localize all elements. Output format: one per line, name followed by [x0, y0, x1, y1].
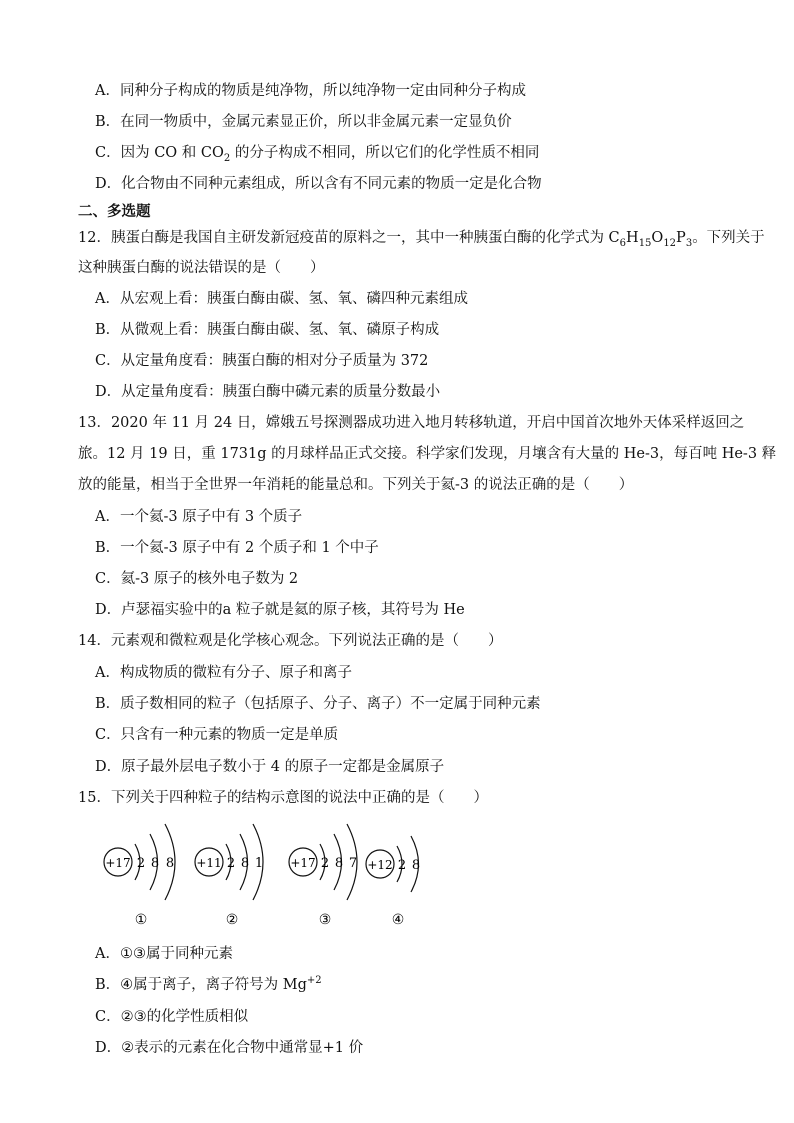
q15-option-c [95, 1007, 248, 1027]
atom-3-shell-3: 7 [348, 856, 358, 871]
q14-stem: 14．元素观和微粒观是化学核心观念。下列说法正确的是（ ） [78, 633, 503, 649]
q14-option-c: C．只含有一种元素的物质一定是单质 [95, 727, 339, 743]
atom-2-label: ② [225, 912, 239, 928]
q11-option-c-suffix: 的分子构成不相同，所以它们的化学性质不相同 [230, 145, 540, 161]
q15-option-a-suffix: 属于同种元素 [145, 946, 233, 962]
atom-1-shell-1: 2 [136, 856, 146, 871]
q12-stem-line2: 这种胰蛋白酶的说法错误的是（ ） [78, 260, 325, 276]
q15-option-a [95, 944, 233, 964]
q13-option-c: C．氦-3 原子的核外电子数为 2 [95, 571, 299, 587]
q13-option-d: D．卢瑟福实验中的a 粒子就是氦的原子核，其符号为 He [95, 602, 465, 618]
atom-4-shell-1: 2 [397, 858, 407, 873]
atom-2-nucleus: +11 [196, 856, 222, 870]
atom-3-nucleus: +17 [290, 856, 316, 870]
q12-option-d: D．从定量角度看：胰蛋白酶中磷元素的质量分数最小 [95, 384, 441, 400]
atom-diagram-3 [289, 824, 357, 928]
q13-stem-line3: 放的能量，相当于全世界一年消耗的能量总和。下列关于氦-3 的说法正确的是（ ） [78, 477, 634, 493]
q12-stem-prefix: 12．胰蛋白酶是我国自主研发新冠疫苗的原料之一，其中一种胰蛋白酶的化学式为 C [78, 230, 620, 246]
q11-option-c-prefix: C．因为 CO 和 CO [95, 145, 224, 161]
atom-diagram-1 [104, 824, 175, 928]
q13-stem-line2: 旅。12 月 19 日，重 1731g 的月球样品正式交接。科学家们发现，月壤含有大量的 He-3，每百吨 He-3 释 [78, 446, 777, 462]
q15-option-c-circled: ②③ [120, 1009, 147, 1025]
atom-diagram-2 [195, 824, 263, 928]
q12-f4: 3 [685, 237, 693, 249]
q15-option-b [95, 975, 322, 995]
q12-stem-suffix: 。下列关于 [692, 230, 765, 246]
atom-1-shell-2: 8 [150, 856, 160, 871]
q15-option-b-prefix: B． [95, 977, 121, 993]
q11-option-a: A．同种分子构成的物质是纯净物，所以纯净物一定由同种分子构成 [95, 83, 526, 99]
atom-4-shell-2: 8 [411, 858, 421, 873]
q12-f2: 15 [638, 237, 652, 249]
q15-option-b-mid: 属于离子，离子符号为 Mg [133, 977, 307, 993]
q15-option-d-suffix: 表示的元素在化合物中通常显+1 价 [134, 1040, 364, 1056]
atom-diagram-4 [366, 836, 420, 928]
atom-2-shell-2: 8 [240, 856, 250, 871]
q15-option-c-suffix: 的化学性质相似 [146, 1009, 249, 1025]
q12-fO: O [651, 230, 664, 246]
q15-option-d-circled: ② [121, 1040, 135, 1056]
atom-3-shell-2: 8 [334, 856, 344, 871]
atom-1-shell-3: 8 [165, 856, 175, 871]
q15-stem: 15．下列关于四种粒子的结构示意图的说法中正确的是（ ） [78, 790, 488, 806]
section-title-multiple-choice: 二、多选题 [78, 204, 151, 220]
q13-option-b: B．一个氦-3 原子中有 2 个质子和 1 个中子 [95, 540, 379, 556]
q12-fP: P [676, 230, 686, 246]
q12-f1: 6 [619, 237, 627, 249]
q14-option-d: D．原子最外层电子数小于 4 的原子一定都是金属原子 [95, 759, 445, 775]
q11-option-c [95, 143, 539, 163]
atom-3-shell-1: 2 [320, 856, 330, 871]
atom-2-shell-3: 1 [254, 856, 264, 871]
q11-option-d: D．化合物由不同种元素组成，所以含有不同元素的物质一定是化合物 [95, 176, 542, 192]
q15-option-d [95, 1038, 363, 1058]
q15-option-b-sup: +2 [306, 975, 322, 987]
q12-option-b: B．从微观上看：胰蛋白酶由碳、氢、氧、磷原子构成 [95, 322, 440, 338]
q12-fH: H [626, 230, 639, 246]
q15-option-b-circled: ④ [120, 977, 134, 993]
atom-3-label: ③ [318, 912, 332, 928]
q12-option-a: A．从宏观上看：胰蛋白酶由碳、氢、氧、磷四种元素组成 [95, 291, 468, 307]
q15-option-a-circled: ①③ [119, 946, 146, 962]
q15-option-c-prefix: C． [95, 1009, 121, 1025]
q12-stem-line1 [78, 228, 765, 248]
q15-option-d-prefix: D． [95, 1040, 122, 1056]
q13-option-a: A．一个氦-3 原子中有 3 个质子 [95, 509, 303, 525]
q13-stem-line1: 13．2020 年 11 月 24 日，嫦娥五号探测器成功进入地月转移轨道，开启中国首次地外天体采样返回之 [78, 415, 745, 431]
q14-option-a: A．构成物质的微粒有分子、原子和离子 [95, 665, 352, 681]
atom-4-nucleus: +12 [367, 858, 393, 872]
atom-4-label: ④ [391, 912, 405, 928]
q12-option-c: C．从定量角度看：胰蛋白酶的相对分子质量为 372 [95, 353, 429, 369]
atom-1-nucleus: +17 [105, 856, 131, 870]
atom-structure-diagrams [95, 812, 435, 932]
q14-option-b: B．质子数相同的粒子（包括原子、分子、离子）不一定属于同种元素 [95, 696, 541, 712]
q11-option-b: B．在同一物质中，金属元素显正价，所以非金属元素一定显负价 [95, 114, 512, 130]
q12-f3: 12 [663, 237, 677, 249]
q15-option-a-prefix: A． [95, 946, 120, 962]
atom-2-shell-1: 2 [226, 856, 236, 871]
q11-option-c-sub: 2 [223, 152, 231, 164]
atom-1-label: ① [134, 912, 148, 928]
